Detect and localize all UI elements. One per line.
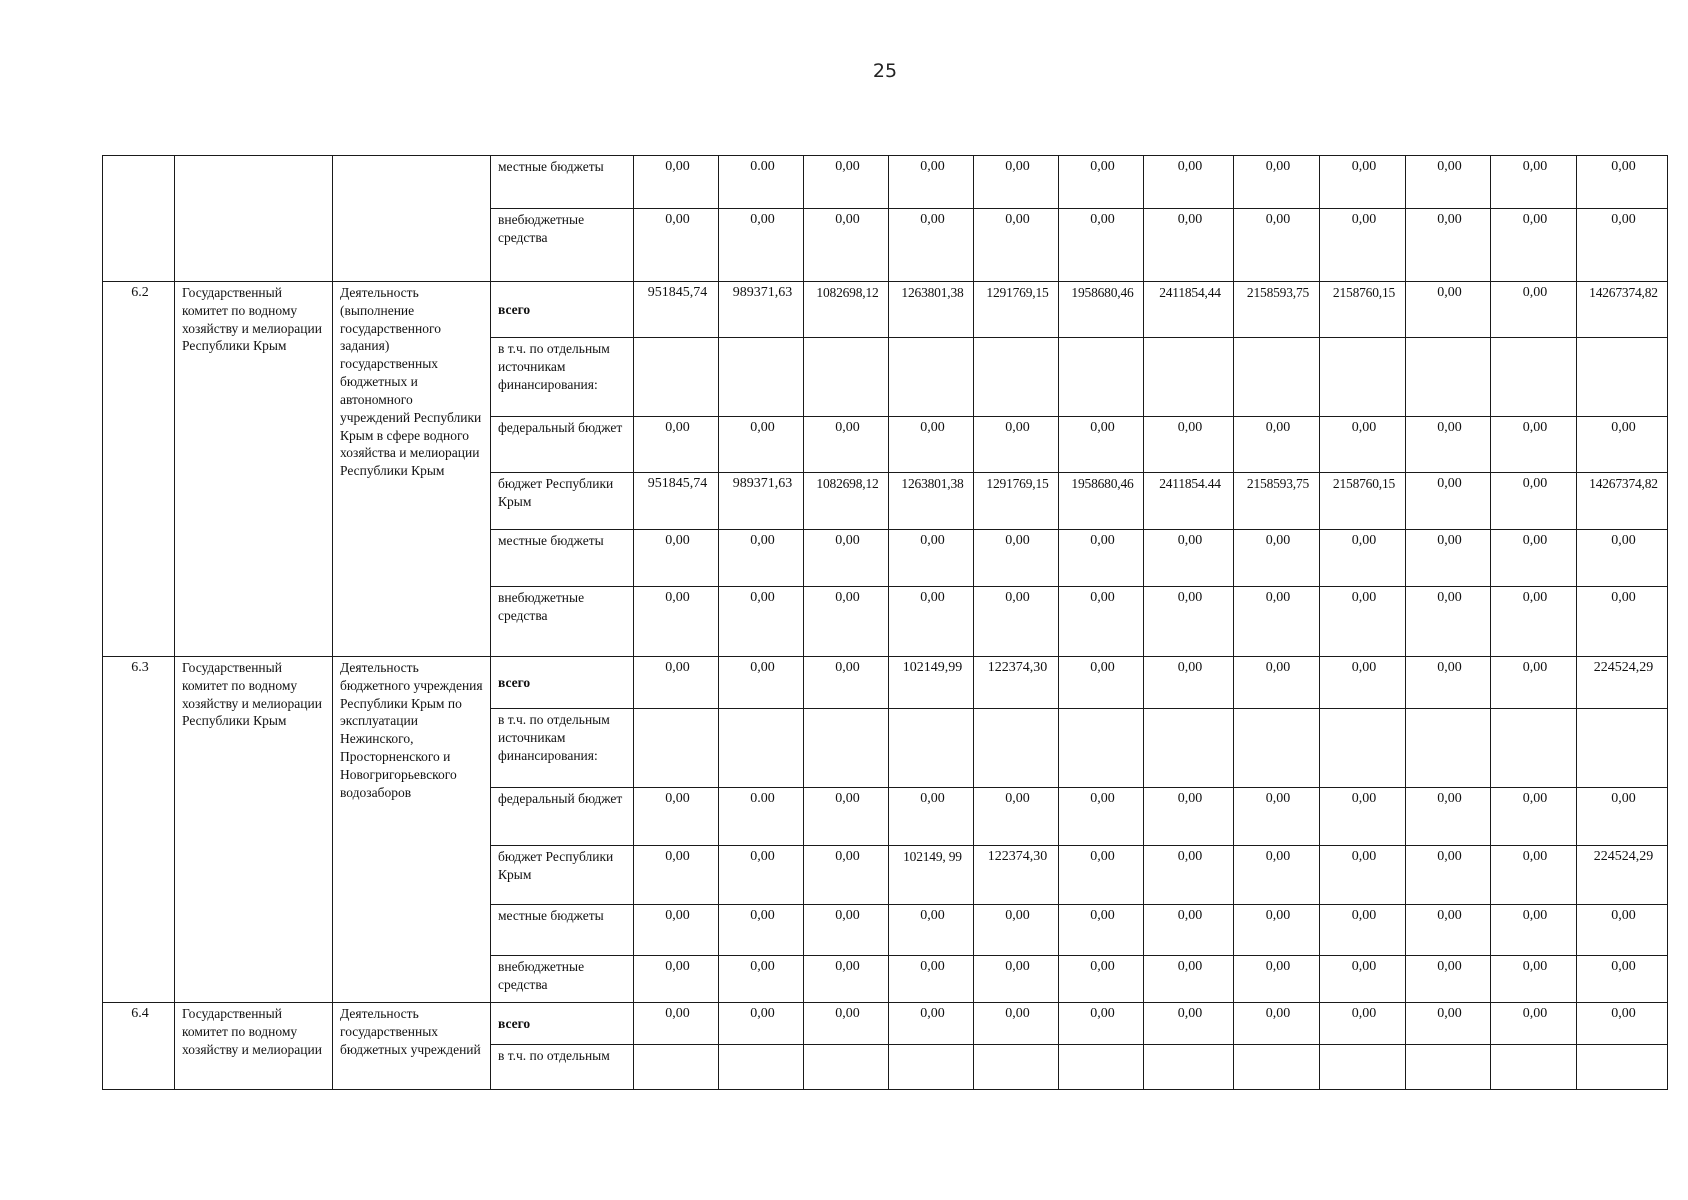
value-cell: 0,00 bbox=[974, 530, 1059, 587]
value-cell: 0,00 bbox=[974, 209, 1059, 282]
value-cell: 0,00 bbox=[1144, 209, 1234, 282]
value-cell: 0,00 bbox=[1406, 788, 1491, 846]
value-cell: 0,00 bbox=[1144, 657, 1234, 709]
value-cell: 0,00 bbox=[1577, 905, 1668, 956]
value-cell: 1291769,15 bbox=[974, 282, 1059, 338]
value-cell: 0,00 bbox=[1320, 530, 1406, 587]
empty-cell bbox=[974, 338, 1059, 417]
empty-cell bbox=[889, 709, 974, 788]
page-number: 25 bbox=[872, 60, 898, 82]
activity-description: Деятельность бюджетного учреждения Республики Крым по эксплуатации Нежинского, Просторненского и Новогригорьевского водозаборов bbox=[333, 657, 491, 1003]
value-cell: 0,00 bbox=[974, 417, 1059, 473]
table-row bbox=[103, 282, 1668, 338]
source-label: в т.ч. по отдельным источникам финансирования: bbox=[491, 338, 634, 417]
value-cell: 0,00 bbox=[1320, 956, 1406, 1003]
value-cell: 0,00 bbox=[1059, 905, 1144, 956]
value-cell: 0,00 bbox=[1059, 788, 1144, 846]
empty-cell bbox=[1577, 338, 1668, 417]
source-label: местные бюджеты bbox=[491, 530, 634, 587]
value-cell: 0,00 bbox=[634, 209, 719, 282]
table-row bbox=[103, 1003, 1668, 1045]
value-cell: 0,00 bbox=[719, 1003, 804, 1045]
value-cell: 0,00 bbox=[1577, 156, 1668, 209]
empty-cell bbox=[1406, 1045, 1491, 1090]
empty-cell bbox=[974, 709, 1059, 788]
empty-cell bbox=[1577, 709, 1668, 788]
empty-cell bbox=[1406, 709, 1491, 788]
value-cell: 0,00 bbox=[1491, 282, 1577, 338]
value-cell: 0,00 bbox=[1577, 587, 1668, 657]
source-label: бюджет Республики Крым bbox=[491, 473, 634, 530]
value-cell: 0,00 bbox=[804, 905, 889, 956]
org-cell bbox=[175, 156, 333, 282]
value-cell: 0,00 bbox=[634, 956, 719, 1003]
value-cell: 0,00 bbox=[1059, 846, 1144, 905]
organization-name: Государственный комитет по водному хозяйству и мелиорации bbox=[175, 1003, 333, 1090]
value-cell: 1958680,46 bbox=[1059, 282, 1144, 338]
value-cell: 14267374,82 bbox=[1577, 473, 1668, 530]
source-label: местные бюджеты bbox=[491, 156, 634, 209]
value-cell: 0,00 bbox=[634, 156, 719, 209]
value-cell: 989371,63 bbox=[719, 282, 804, 338]
value-cell: 102149,99 bbox=[889, 657, 974, 709]
value-cell: 0,00 bbox=[1491, 587, 1577, 657]
value-cell: 0,00 bbox=[719, 905, 804, 956]
value-cell: 0,00 bbox=[1577, 1003, 1668, 1045]
value-cell: 0,00 bbox=[1406, 156, 1491, 209]
value-cell: 0,00 bbox=[974, 1003, 1059, 1045]
value-cell: 1263801,38 bbox=[889, 282, 974, 338]
value-cell: 2158760,15 bbox=[1320, 473, 1406, 530]
value-cell: 0,00 bbox=[1059, 587, 1144, 657]
empty-cell bbox=[1144, 1045, 1234, 1090]
value-cell: 0,00 bbox=[1059, 156, 1144, 209]
value-cell: 0,00 bbox=[1320, 209, 1406, 282]
value-cell: 0,00 bbox=[1320, 1003, 1406, 1045]
value-cell: 0.00 bbox=[719, 788, 804, 846]
value-cell: 0,00 bbox=[1491, 473, 1577, 530]
value-cell: 0,00 bbox=[1234, 788, 1320, 846]
empty-cell bbox=[1144, 709, 1234, 788]
value-cell: 0,00 bbox=[719, 956, 804, 1003]
value-cell: 0,00 bbox=[804, 530, 889, 587]
value-cell: 0,00 bbox=[719, 587, 804, 657]
value-cell: 224524,29 bbox=[1577, 846, 1668, 905]
source-label: всего bbox=[491, 657, 634, 709]
empty-cell bbox=[1406, 338, 1491, 417]
empty-cell bbox=[1320, 1045, 1406, 1090]
value-cell: 2411854.44 bbox=[1144, 473, 1234, 530]
value-cell: 0,00 bbox=[1234, 1003, 1320, 1045]
empty-cell bbox=[719, 338, 804, 417]
value-cell: 0,00 bbox=[1577, 417, 1668, 473]
value-cell: 951845,74 bbox=[634, 282, 719, 338]
value-cell: 0,00 bbox=[889, 417, 974, 473]
value-cell: 0,00 bbox=[1406, 587, 1491, 657]
value-cell: 102149, 99 bbox=[889, 846, 974, 905]
value-cell: 0,00 bbox=[1406, 282, 1491, 338]
source-label: местные бюджеты bbox=[491, 905, 634, 956]
source-label: в т.ч. по отдельным источникам финансирования: bbox=[491, 709, 634, 788]
source-label: всего bbox=[491, 282, 634, 338]
empty-cell bbox=[889, 338, 974, 417]
value-cell: 0,00 bbox=[974, 156, 1059, 209]
value-cell: 0,00 bbox=[1406, 846, 1491, 905]
empty-cell bbox=[1234, 338, 1320, 417]
value-cell: 0,00 bbox=[634, 905, 719, 956]
empty-cell bbox=[889, 1045, 974, 1090]
empty-cell bbox=[1059, 1045, 1144, 1090]
value-cell: 0,00 bbox=[804, 846, 889, 905]
value-cell: 0,00 bbox=[804, 156, 889, 209]
empty-cell bbox=[1577, 1045, 1668, 1090]
value-cell: 0,00 bbox=[1491, 530, 1577, 587]
value-cell: 0,00 bbox=[1406, 956, 1491, 1003]
value-cell: 0,00 bbox=[1234, 530, 1320, 587]
value-cell: 0,00 bbox=[974, 905, 1059, 956]
value-cell: 0,00 bbox=[1577, 530, 1668, 587]
value-cell: 0,00 bbox=[1491, 657, 1577, 709]
value-cell: 0,00 bbox=[1059, 1003, 1144, 1045]
empty-cell bbox=[1491, 709, 1577, 788]
value-cell: 0,00 bbox=[719, 209, 804, 282]
value-cell: 0,00 bbox=[719, 530, 804, 587]
empty-cell bbox=[804, 1045, 889, 1090]
value-cell: 0,00 bbox=[1234, 846, 1320, 905]
value-cell: 0,00 bbox=[889, 587, 974, 657]
table-row bbox=[103, 657, 1668, 709]
section-code: 6.2 bbox=[103, 282, 175, 657]
value-cell: 0,00 bbox=[1406, 1003, 1491, 1045]
source-label: в т.ч. по отдельным bbox=[491, 1045, 634, 1090]
section-code: 6.3 bbox=[103, 657, 175, 1003]
empty-cell bbox=[1234, 1045, 1320, 1090]
value-cell: 0,00 bbox=[1144, 956, 1234, 1003]
value-cell: 0,00 bbox=[634, 846, 719, 905]
organization-name: Государственный комитет по водному хозяйству и мелиорации Республики Крым bbox=[175, 657, 333, 1003]
value-cell: 0,00 bbox=[1491, 417, 1577, 473]
empty-cell bbox=[804, 709, 889, 788]
value-cell: 0,00 bbox=[1144, 530, 1234, 587]
value-cell: 0,00 bbox=[804, 417, 889, 473]
empty-cell bbox=[1144, 338, 1234, 417]
value-cell: 0,00 bbox=[719, 657, 804, 709]
value-cell: 2158593,75 bbox=[1234, 473, 1320, 530]
value-cell: 0,00 bbox=[1234, 209, 1320, 282]
empty-cell bbox=[804, 338, 889, 417]
empty-cell bbox=[974, 1045, 1059, 1090]
empty-cell bbox=[1491, 338, 1577, 417]
value-cell: 122374,30 bbox=[974, 657, 1059, 709]
value-cell: 0,00 bbox=[1577, 788, 1668, 846]
value-cell: 0,00 bbox=[804, 956, 889, 1003]
value-cell: 0,00 bbox=[1234, 417, 1320, 473]
value-cell: 0,00 bbox=[889, 905, 974, 956]
value-cell: 0,00 bbox=[974, 956, 1059, 1003]
value-cell: 0,00 bbox=[1320, 156, 1406, 209]
source-label: федеральный бюджет bbox=[491, 417, 634, 473]
value-cell: 1082698,12 bbox=[804, 473, 889, 530]
value-cell: 0,00 bbox=[1234, 156, 1320, 209]
value-cell: 0,00 bbox=[1144, 156, 1234, 209]
value-cell: 0,00 bbox=[889, 156, 974, 209]
source-label: внебюджетные средства bbox=[491, 587, 634, 657]
value-cell: 0,00 bbox=[1577, 956, 1668, 1003]
value-cell: 0,00 bbox=[1406, 530, 1491, 587]
value-cell: 1263801,38 bbox=[889, 473, 974, 530]
source-label: внебюджетные средства bbox=[491, 956, 634, 1003]
source-label: бюджет Республики Крым bbox=[491, 846, 634, 905]
value-cell: 0,00 bbox=[1144, 1003, 1234, 1045]
value-cell: 0,00 bbox=[804, 657, 889, 709]
empty-cell bbox=[634, 1045, 719, 1090]
value-cell: 0,00 bbox=[889, 1003, 974, 1045]
source-label: всего bbox=[491, 1003, 634, 1045]
value-cell: 0,00 bbox=[889, 788, 974, 846]
value-cell: 0,00 bbox=[1320, 905, 1406, 956]
value-cell: 0,00 bbox=[1491, 788, 1577, 846]
value-cell: 0,00 bbox=[1059, 956, 1144, 1003]
section-code: 6.4 bbox=[103, 1003, 175, 1090]
value-cell: 0,00 bbox=[719, 846, 804, 905]
activity-description: Деятельность (выполнение государственного задания) государственных бюджетных и автономного учреждений Республики Крым в сфере водного хозяйства и мелиорации Республики Крым bbox=[333, 282, 491, 657]
value-cell: 0,00 bbox=[634, 587, 719, 657]
value-cell: 0,00 bbox=[1406, 657, 1491, 709]
empty-cell bbox=[634, 338, 719, 417]
value-cell: 0,00 bbox=[1491, 905, 1577, 956]
empty-cell bbox=[1059, 709, 1144, 788]
value-cell: 0,00 bbox=[1406, 473, 1491, 530]
value-cell: 224524,29 bbox=[1577, 657, 1668, 709]
value-cell: 0,00 bbox=[1234, 905, 1320, 956]
value-cell: 0,00 bbox=[1144, 905, 1234, 956]
value-cell: 0,00 bbox=[1059, 657, 1144, 709]
value-cell: 0,00 bbox=[1234, 956, 1320, 1003]
value-cell: 0,00 bbox=[889, 530, 974, 587]
value-cell: 0,00 bbox=[1144, 846, 1234, 905]
value-cell: 0,00 bbox=[1406, 905, 1491, 956]
value-cell: 2158593,75 bbox=[1234, 282, 1320, 338]
empty-cell bbox=[1059, 338, 1144, 417]
value-cell: 0,00 bbox=[719, 417, 804, 473]
value-cell: 0,00 bbox=[634, 1003, 719, 1045]
empty-cell bbox=[634, 709, 719, 788]
value-cell: 0,00 bbox=[1059, 417, 1144, 473]
empty-cell bbox=[1234, 709, 1320, 788]
value-cell: 989371,63 bbox=[719, 473, 804, 530]
source-label: федеральный бюджет bbox=[491, 788, 634, 846]
table-row bbox=[103, 156, 1668, 209]
value-cell: 951845,74 bbox=[634, 473, 719, 530]
empty-cell bbox=[1320, 709, 1406, 788]
value-cell: 0,00 bbox=[634, 530, 719, 587]
value-cell: 0.00 bbox=[719, 156, 804, 209]
value-cell: 0,00 bbox=[1320, 788, 1406, 846]
value-cell: 0,00 bbox=[1406, 209, 1491, 282]
value-cell: 0,00 bbox=[1491, 846, 1577, 905]
value-cell: 0,00 bbox=[1491, 209, 1577, 282]
value-cell: 0,00 bbox=[1320, 417, 1406, 473]
code-cell bbox=[103, 156, 175, 282]
value-cell: 1291769,15 bbox=[974, 473, 1059, 530]
empty-cell bbox=[719, 1045, 804, 1090]
value-cell: 0,00 bbox=[974, 587, 1059, 657]
value-cell: 1082698,12 bbox=[804, 282, 889, 338]
value-cell: 0,00 bbox=[889, 209, 974, 282]
value-cell: 1958680,46 bbox=[1059, 473, 1144, 530]
value-cell: 0,00 bbox=[634, 417, 719, 473]
budget-table bbox=[102, 155, 1668, 1090]
value-cell: 14267374,82 bbox=[1577, 282, 1668, 338]
value-cell: 0,00 bbox=[889, 956, 974, 1003]
value-cell: 0,00 bbox=[1320, 846, 1406, 905]
value-cell: 0,00 bbox=[1059, 209, 1144, 282]
value-cell: 0,00 bbox=[804, 209, 889, 282]
value-cell: 0,00 bbox=[1059, 530, 1144, 587]
empty-cell bbox=[1491, 1045, 1577, 1090]
value-cell: 0,00 bbox=[804, 587, 889, 657]
value-cell: 0,00 bbox=[1234, 587, 1320, 657]
activity-cell bbox=[333, 156, 491, 282]
empty-cell bbox=[1320, 338, 1406, 417]
value-cell: 0,00 bbox=[1491, 1003, 1577, 1045]
value-cell: 2411854,44 bbox=[1144, 282, 1234, 338]
value-cell: 0,00 bbox=[1577, 209, 1668, 282]
value-cell: 0,00 bbox=[1320, 657, 1406, 709]
value-cell: 0,00 bbox=[974, 788, 1059, 846]
empty-cell bbox=[719, 709, 804, 788]
value-cell: 0,00 bbox=[1234, 657, 1320, 709]
value-cell: 0,00 bbox=[1144, 417, 1234, 473]
value-cell: 0,00 bbox=[1491, 956, 1577, 1003]
value-cell: 2158760,15 bbox=[1320, 282, 1406, 338]
value-cell: 0,00 bbox=[1406, 417, 1491, 473]
activity-description: Деятельность государственных бюджетных учреждений bbox=[333, 1003, 491, 1090]
source-label: внебюджетные средства bbox=[491, 209, 634, 282]
value-cell: 0,00 bbox=[1144, 788, 1234, 846]
value-cell: 122374,30 bbox=[974, 846, 1059, 905]
value-cell: 0,00 bbox=[1491, 156, 1577, 209]
value-cell: 0,00 bbox=[1144, 587, 1234, 657]
organization-name: Государственный комитет по водному хозяйству и мелиорации Республики Крым bbox=[175, 282, 333, 657]
value-cell: 0,00 bbox=[634, 657, 719, 709]
value-cell: 0,00 bbox=[804, 788, 889, 846]
value-cell: 0,00 bbox=[1320, 587, 1406, 657]
value-cell: 0,00 bbox=[634, 788, 719, 846]
value-cell: 0,00 bbox=[804, 1003, 889, 1045]
